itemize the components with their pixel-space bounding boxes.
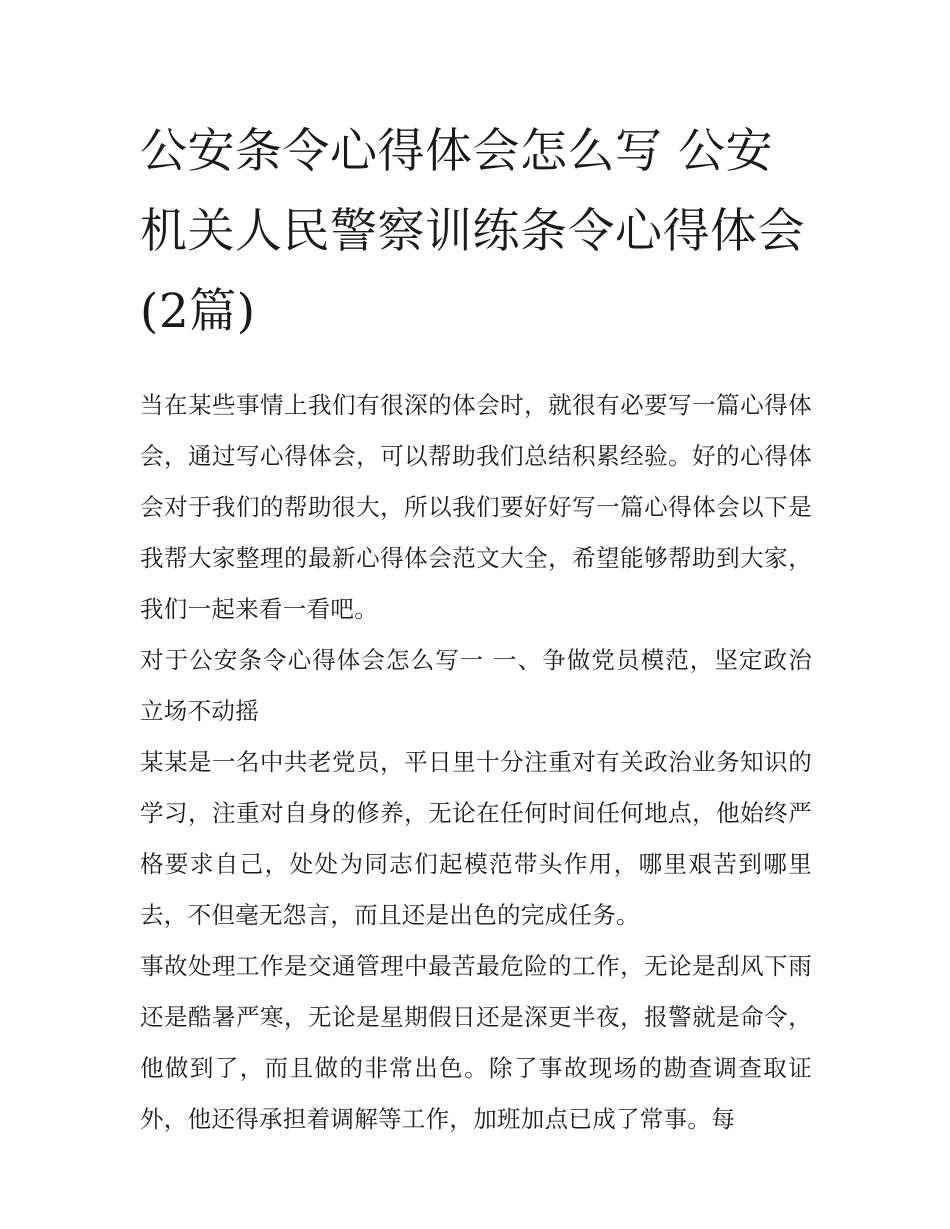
paragraph-heading-one: 对于公安条令心得体会怎么写一 一、争做党员模范，坚定政治立场不动摇: [140, 646, 812, 725]
paragraph-accident-handling: 事故处理工作是交通管理中最苦最危险的工作，无论是刮风下雨还是酷暑严寒，无论是星期假日还是深更半夜，报警就是命令，他做到了，而且做的非常出色。除了事故现场的勘查调查取证外，他还得承担着调解等工作，加班加点已成了常事。每: [140, 952, 812, 1133]
paragraph-intro: 当在某些事情上我们有很深的体会时，就很有必要写一篇心得体会，通过写心得体会，可以帮助我们总结积累经验。好的心得体会对于我们的帮助很大，所以我们要好好写一篇心得体会以下是我帮大家整理的最新心得体会范文大全，希望能够帮助到大家，我们一起来看一看吧。: [140, 391, 812, 623]
document-title: 公安条令心得体会怎么写 公安机关人民警察训练条令心得体会(2篇): [140, 124, 805, 339]
paragraph-party-member: 某某是一名中共老党员，平日里十分注重对有关政治业务知识的学习，注重对自身的修养，无论在任何时间任何地点，他始终严格要求自己，处处为同志们起模范带头作用，哪里艰苦到哪里去，不但毫无怨言，而且还是出色的完成任务。: [140, 748, 812, 929]
title-block: [140, 112, 812, 352]
document-page: [140, 112, 812, 1145]
